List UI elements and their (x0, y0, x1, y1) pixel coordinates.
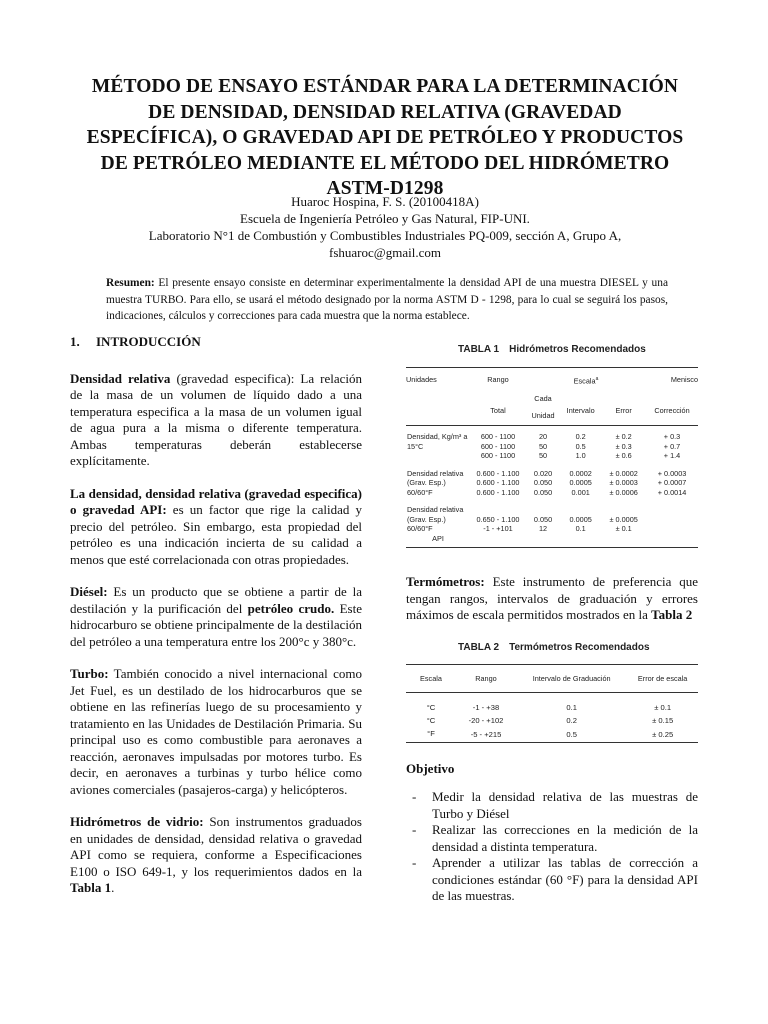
table-row (406, 432, 698, 461)
cell-value: + 0.7 (663, 441, 681, 451)
term: petróleo crudo. (247, 600, 335, 616)
table-row (406, 505, 698, 548)
cell-value: + 0.3 (663, 432, 681, 442)
col-header: Intervalo de Graduación (532, 674, 611, 684)
cell-value: 0.050 (533, 514, 553, 524)
cell-value: ± 0.6 (615, 451, 632, 461)
cell-value: ± 0.3 (615, 441, 632, 451)
table-row (406, 727, 698, 743)
list-item-text: Medir la densidad relativa de las muestras de Turbo y Diésel (432, 789, 698, 821)
cell: ± 0.1 (654, 702, 672, 712)
cell (601, 432, 646, 461)
bullet: - (412, 822, 417, 838)
bullet: - (412, 789, 417, 805)
title-line: ESPECÍFICA), O GRAVEDAD API DE PETRÓLEO Y PRODUCTOS (86, 127, 684, 148)
cell (560, 505, 601, 548)
cell-value: ± 0.2 (615, 432, 632, 442)
term: Densidad relativa (70, 370, 171, 386)
table-reference: Tabla 2 (651, 607, 693, 623)
row-label (406, 469, 470, 498)
term: Termómetros: (406, 574, 485, 590)
cell: ± 0.15 (652, 715, 674, 725)
author-lab: Laboratorio N°1 de Combustión y Combustibles Industriales PQ-009, sección A, Grupo A, (148, 228, 622, 243)
table-number: TABLA 2 (458, 641, 500, 653)
table-1 (406, 342, 698, 548)
blank-cell (406, 390, 470, 426)
footnote-mark: a (595, 375, 599, 382)
table-reference: Tabla 1 (70, 880, 112, 895)
col-header: Rango (487, 374, 509, 384)
cell: 0.5 (566, 729, 577, 739)
paragraph-text: Este hidrocarburo se obtiene principalmente de la destilación del petróleo a una temperatura entre los 200°c y 380°c. (70, 600, 363, 649)
cell: °C (426, 715, 436, 725)
cell: -20 - +102 (468, 715, 504, 725)
table-title: Termómetros Recomendados (509, 641, 650, 653)
cell-value: 600 - 1100 (480, 451, 516, 461)
cell: 0.2 (566, 715, 577, 725)
cell: °F (427, 728, 435, 738)
cell: 0.1 (566, 702, 577, 712)
right-column (406, 342, 698, 905)
col-header: Escala (420, 674, 442, 684)
cell (526, 505, 560, 548)
bullet: - (412, 855, 417, 871)
author-affiliation: Escuela de Ingeniería Petróleo y Gas Natural, FIP-UNI. (240, 211, 530, 226)
cell-value: ± 0.0002 (609, 468, 638, 478)
table-row (406, 701, 698, 714)
cell-value: 600 - 1100 (480, 441, 516, 451)
cell-value: ± 0.0005 (609, 514, 638, 524)
cell-value: 0.0005 (569, 478, 592, 488)
cell (526, 432, 560, 461)
cell (470, 469, 526, 498)
title-line: MÉTODO DE ENSAYO ESTÁNDAR PARA LA DETERMINACIÓN (91, 76, 679, 97)
cell-value: 0.0005 (569, 514, 592, 524)
cell (646, 469, 698, 498)
cell-value: 20 (538, 432, 548, 442)
list-item (406, 855, 698, 905)
paragraph-thermometers (406, 574, 698, 624)
table-row (406, 714, 698, 727)
cell-value: 0.001 (571, 487, 590, 497)
col-header: Menisco (670, 374, 698, 384)
paragraph-diesel (70, 584, 362, 650)
col-header-line: Unidad (531, 410, 555, 420)
cell (470, 432, 526, 461)
col-header: Escala (573, 375, 596, 385)
cell-value: 0.650 - 1.100 (476, 514, 520, 524)
spacer (406, 692, 698, 701)
table-number: TABLA 1 (458, 344, 500, 355)
cell-value: + 0.0007 (657, 478, 687, 488)
cell-value: + 1.4 (663, 451, 681, 461)
blank-cell (646, 505, 698, 548)
paragraph-text: Son instrumentos graduados en unidades de densidad, densidad relativa o gravedad API como se requiera, conforme a Especificaciones E100 o ISO 649-1, y los requerimientos dados en la (70, 814, 362, 879)
col-header-scale (526, 367, 646, 390)
cell-value: 0.050 (533, 478, 553, 488)
col-header: Corrección (654, 406, 690, 416)
col-header: Rango (475, 674, 497, 684)
cell-value: ± 0.1 (615, 524, 632, 534)
left-column (70, 334, 362, 913)
cell (560, 432, 601, 461)
cell-value: 0.2 (575, 432, 586, 442)
term: La densidad, densidad relativa (gravedad especifica) o gravedad API: (70, 485, 362, 517)
list-item (406, 822, 698, 855)
cell: °C (426, 702, 436, 712)
abstract (106, 275, 668, 325)
spacer (406, 461, 698, 469)
col-header (526, 390, 560, 426)
cell-value: + 0.0014 (657, 487, 687, 497)
row-label-line: (Grav. Esp.) 60/60°F (407, 478, 446, 497)
cell-value: 0.050 (533, 487, 553, 497)
table-row (406, 469, 698, 498)
table-title: Hidrómetros Recomendados (509, 344, 646, 355)
cell-value: 0.0002 (569, 468, 592, 478)
row-label-line: Densidad relativa (407, 505, 464, 515)
abstract-label: Resumen: (106, 277, 155, 289)
paragraph-api (70, 486, 362, 569)
paragraph-relative-density (70, 371, 362, 470)
section-heading (70, 334, 362, 351)
objective-list (406, 789, 698, 905)
row-label-line: (Grav. Esp.) 60/60°F (407, 514, 446, 534)
cell-value: -1 - +101 (483, 524, 513, 534)
col-header-line: Cada (534, 394, 552, 404)
objective-heading: Objetivo (406, 760, 455, 776)
cell-value: 0.600 - 1.100 (476, 487, 520, 497)
paragraph-text: es un factor que rige la calidad y precio del petróleo. Sin embargo, esta propiedad del petróleo es una indicación incierta de su calidad a menos que esté correlacionada con otras propiedades. (70, 502, 363, 567)
cell-value: 0.600 - 1.100 (476, 478, 520, 488)
section-number: 1. (70, 334, 80, 349)
title-line: DE PETRÓLEO MEDIANTE EL MÉTODO DEL HIDRÓMETRO (100, 152, 670, 174)
list-item (406, 789, 698, 822)
paragraph-text: También conocido a nivel internacional como Jet Fuel, es un destilado de los hidrocarburos que se obtiene en las refinerías luego de su procesamiento y tratamiento en las Unidades de Destilación Primaria. Su principal uso es como combustible para aeronaves a reacción, aeronaves impulsadas por motores turbo. Es decir, en aeronaves a turbinas y turbo hélice como aviones comerciales (pasajeros-carga) y helicópteros. (70, 666, 362, 797)
cell-value: ± 0.0006 (609, 487, 638, 497)
paragraph-text: (gravedad especifica): La relación de la masa de un volumen de líquido dado a una temperatura especifica a la masa de un volumen igual de agua pura a la misma o diferente temperatura. Ambas temperaturas deberán establecerse explícitamente. (70, 370, 362, 468)
cell-value: 0.020 (533, 468, 553, 478)
list-item-text: Aprender a utilizar las tablas de corrección a condiciones estándar (60 °F) para la densidad API de las muestras. (432, 855, 698, 904)
paragraph-hydrometers (70, 814, 362, 897)
cell (526, 469, 560, 498)
paragraph-turbo (70, 666, 362, 798)
hydrometer-table (406, 367, 698, 549)
cell: -5 - +215 (470, 729, 502, 739)
spacer (406, 497, 698, 505)
table-caption (458, 342, 698, 359)
cell (646, 432, 698, 461)
row-label-line: API (432, 533, 444, 543)
title-line: DE DENSIDAD, DENSIDAD RELATIVA (GRAVEDAD (148, 101, 622, 123)
row-label-line: Densidad relativa (407, 468, 464, 478)
paragraph-text: Este instrumento de preferencia que tengan rangos, intervalos de graduación y errores máximos de escala permitidos mostrados en la (406, 574, 698, 623)
table-caption (458, 640, 698, 657)
term: Hidrómetros de vidrio: (70, 814, 204, 829)
col-header: Error de escala (637, 674, 688, 684)
paragraph-text: Es un producto que se obtiene a partir de la destilación y la purificación del (70, 584, 362, 616)
table-2 (406, 640, 698, 743)
list-item-text: Realizar las correcciones en la medición de la densidad a distinta temperatura. (432, 822, 698, 854)
cell-value: ± 0.0003 (609, 478, 638, 488)
cell: ± 0.25 (652, 729, 674, 739)
cell-value: + 0.0003 (657, 468, 687, 478)
col-header: Intervalo (566, 406, 595, 416)
row-label (406, 505, 470, 548)
col-header: Error (615, 406, 632, 416)
term: Turbo: (70, 666, 109, 681)
cell (601, 505, 646, 548)
col-header: Unidades (406, 374, 437, 384)
cell-value: 600 - 1100 (480, 432, 516, 442)
author-block (60, 193, 710, 261)
title-line: ASTM-D1298 (326, 178, 444, 199)
paragraph-text: . (111, 880, 115, 895)
cell-value: 50 (538, 451, 548, 461)
cell-value: 1.0 (575, 451, 586, 461)
row-label: Densidad, Kg/m³ a 15°C (407, 432, 468, 451)
col-header: Total (490, 406, 506, 416)
paper-title (60, 74, 710, 202)
cell-value: 0.600 - 1.100 (476, 468, 520, 478)
abstract-text: El presente ensayo consiste en determinar experimentalmente la densidad API de una muestra DIESEL y una muestra TURBO. Para ello, se usará el método designado por la norma ASTM D - 1298, para lo cual se seguirá los pasos, indicaciones, cálculos y correcciones para cada muestra que la norma establece. (106, 277, 668, 322)
thermometer-table (406, 664, 698, 743)
cell (560, 469, 601, 498)
author-name: Huaroc Hospina, F. S. (20100418A) (291, 194, 479, 209)
cell-value: 50 (538, 441, 548, 451)
term: Diésel: (70, 584, 108, 599)
cell-value: 12 (538, 524, 548, 534)
author-email: fshuaroc@gmail.com (329, 245, 441, 260)
cell (601, 469, 646, 498)
cell-value: 0.5 (575, 441, 586, 451)
cell: -1 - +38 (472, 702, 500, 712)
cell-value: 0.1 (575, 524, 586, 534)
section-title: INTRODUCCIÓN (96, 334, 201, 349)
cell (470, 505, 526, 548)
